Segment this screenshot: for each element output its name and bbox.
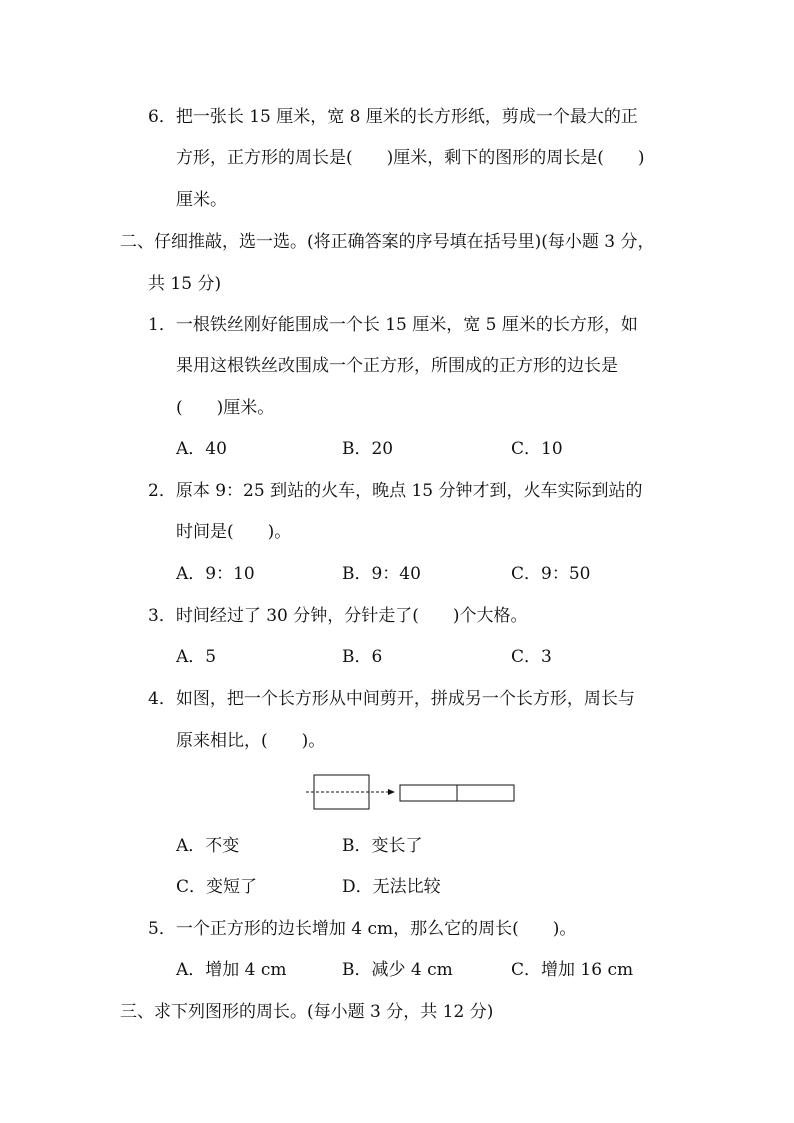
section2-heading-line-2: 共 15 分) xyxy=(148,274,222,294)
s2-q1-line-2: 果用这根铁丝改围成一个正方形，所围成的正方形的边长是 xyxy=(176,356,618,376)
s2-q2-option-c: C．9：50 xyxy=(511,564,591,584)
q6-line-1: 6．把一张长 15 厘米，宽 8 厘米的长方形纸，剪成一个最大的正 xyxy=(148,107,638,127)
s2-q2-line-2: 时间是( )。 xyxy=(176,522,292,542)
s2-q4-line-2: 原来相比，( )。 xyxy=(176,731,326,751)
s2-q3-option-a: A．5 xyxy=(176,647,217,667)
s2-q3-option-b: B．6 xyxy=(342,647,383,667)
s2-q5-line-1: 5．一个正方形的边长增加 4 cm，那么它的周长( )。 xyxy=(148,919,577,939)
s2-q5-option-c: C．增加 16 cm xyxy=(511,960,634,980)
s2-q2-line-1: 2．原本 9：25 到站的火车，晚点 15 分钟才到，火车实际到站的 xyxy=(148,481,643,501)
s2-q2-option-b: B．9：40 xyxy=(342,564,421,584)
s2-q1-option-b: B．20 xyxy=(342,439,394,459)
rectangle-cut-diagram xyxy=(306,772,518,814)
section3-heading: 三、求下列图形的周长。(每小题 3 分，共 12 分) xyxy=(120,1002,494,1022)
q6-line-3: 厘米。 xyxy=(176,190,227,210)
section2-heading-line-1: 二、仔细推敲，选一选。(将正确答案的序号填在括号里)(每小题 3 分， xyxy=(120,232,655,252)
arrow-head-icon xyxy=(388,789,395,795)
new-rectangle-right xyxy=(457,785,514,801)
s2-q2-option-a: A．9：10 xyxy=(176,564,255,584)
s2-q3-option-c: C．3 xyxy=(511,647,552,667)
s2-q4-option-b: B．变长了 xyxy=(342,836,423,856)
s2-q4-option-c: C．变短了 xyxy=(176,877,258,897)
s2-q4-line-1: 4．如图，把一个长方形从中间剪开，拼成另一个长方形，周长与 xyxy=(148,689,635,709)
s2-q1-line-1: 1．一根铁丝刚好能围成一个长 15 厘米，宽 5 厘米的长方形，如 xyxy=(148,315,638,335)
q6-line-2: 方形，正方形的周长是( )厘米，剩下的图形的周长是( ) xyxy=(176,148,645,168)
s2-q5-option-b: B．减少 4 cm xyxy=(342,960,453,980)
s2-q4-option-d: D．无法比较 xyxy=(342,877,441,897)
s2-q4-option-a: A．不变 xyxy=(176,836,240,856)
s2-q1-line-3: ( )厘米。 xyxy=(176,398,275,418)
new-rectangle-left xyxy=(400,785,457,801)
s2-q5-option-a: A．增加 4 cm xyxy=(176,960,287,980)
s2-q1-option-c: C．10 xyxy=(511,439,563,459)
s2-q1-option-a: A．40 xyxy=(176,439,227,459)
s2-q3-line-1: 3．时间经过了 30 分钟，分针走了( )个大格。 xyxy=(148,606,528,626)
